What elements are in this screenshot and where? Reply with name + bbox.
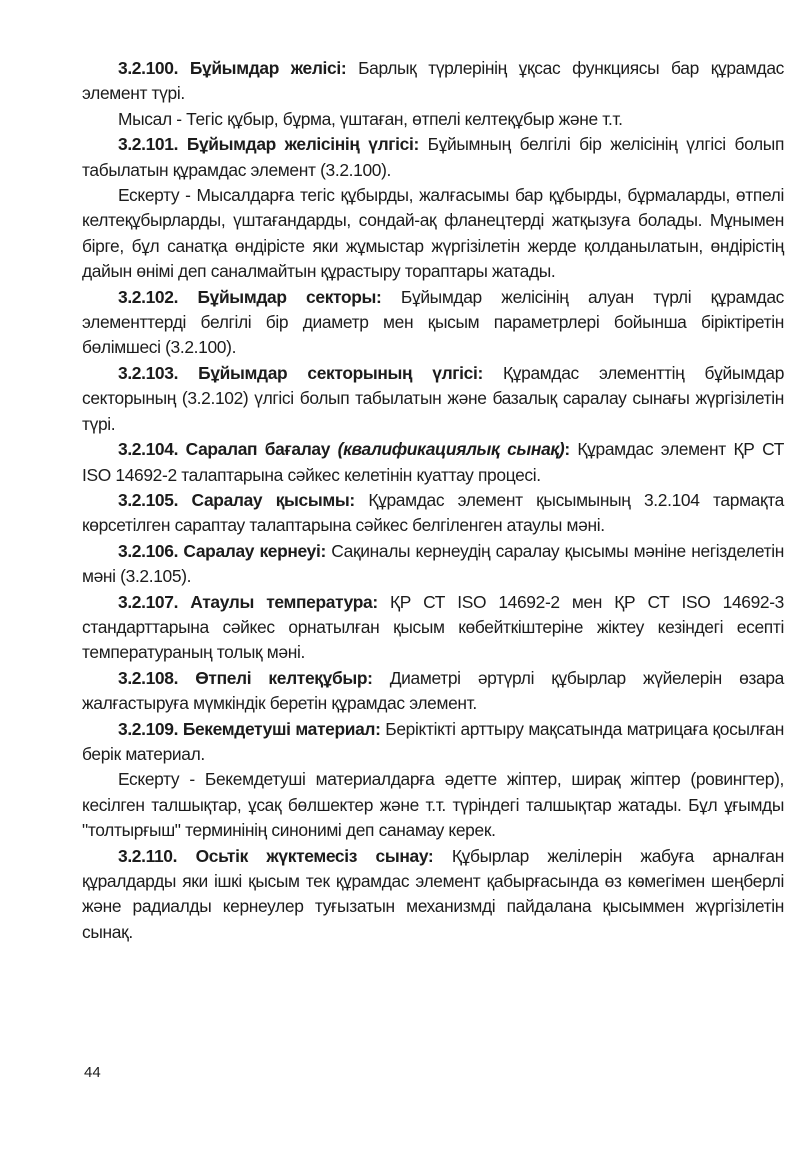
term-name: Бұйымдар секторы: <box>197 286 382 307</box>
term-name: Бұйымдар желісінің үлгісі: <box>186 134 419 155</box>
definition-3-2-110 <box>82 844 784 946</box>
definition-text: Диаметрі әртүрлі құбырлар жүйелерін өзара жалғастыруға мүмкіндік беретін құрамдас элемент. <box>82 667 784 714</box>
example-note <box>82 107 784 132</box>
term-name: Бекемдетуші материал: <box>182 718 381 739</box>
definition-text: Құрамдас элемент ҚР СТ ISO 14692-2 талаптарына сәйкес келетінін куаттау процесі. <box>82 439 784 485</box>
definition-text: Құрамдас элемент қысымының 3.2.104 тармақта көрсетілген сараптау талаптарына сәйкес белгіленген атаулы мәні. <box>82 489 784 536</box>
page-text <box>82 56 784 945</box>
term-number: 3.2.109. <box>118 718 179 739</box>
term-heading <box>118 490 355 510</box>
remark-note <box>82 183 784 285</box>
note-text: Ескерту - Мысалдарға тегіс құбырды, жалғасымы бар құбырды, бұрмаларды, өтпелі келтеқұбырларды, үштағандарды, сондай-ақ фланецтерді жатқызуға болады. Мұнымен бірге, бұл санатқа өндірісте яки жұмыстар жүргізілетін жерде қолданылатын, өндірістің дайын өнімі деп саналмайтын құрастыру тораптары жатады. <box>82 185 784 282</box>
term-number: 3.2.102. <box>118 286 179 307</box>
term-heading <box>118 287 381 307</box>
term-name: Бұйымдар желісі: <box>189 58 347 78</box>
definition-text: ҚР СТ ISO 14692-2 мен ҚР СТ ISO 14692-3 стандарттарына сәйкес орнатылған қысым көбейткіштеріне жіктеу кезіндегі есепті температураның толық мәні. <box>82 591 784 663</box>
term-number: 3.2.101. <box>118 134 179 155</box>
definition-text: Барлық түрлерінің ұқсас функциясы бар құрамдас элемент түрі. <box>82 58 785 104</box>
term-number: 3.2.110. <box>118 845 178 866</box>
definition-text: Беріктікті арттыру мақсатында матрицаға қосылған берік материал. <box>82 718 784 764</box>
definition-3-2-108 <box>82 666 784 717</box>
definition-3-2-105 <box>82 488 784 539</box>
definition-text: Сақиналы кернеудің саралау қысымы мәніне негізделетін мәні (3.2.105). <box>82 540 785 587</box>
term-heading <box>118 668 373 688</box>
term-heading <box>118 134 419 154</box>
term-heading <box>118 541 326 561</box>
definition-3-2-103 <box>82 361 784 437</box>
definition-text: Құбырлар желілерін жабуға арналған құралдарды яки ішкі қысым тек құрамдас элемент қабырғасында өз көмегімен шеңберлі және радиалды кернеулер туғызатын механизмді пайдалана қысыммен жүргізілетін сынақ. <box>82 845 785 942</box>
term-number: 3.2.106. <box>118 540 179 561</box>
term-heading <box>118 363 483 383</box>
definition-3-2-109 <box>82 717 784 768</box>
term-alias: (квалификациялық сынақ) <box>337 439 565 460</box>
definition-3-2-102 <box>82 285 784 361</box>
term-heading <box>118 439 570 459</box>
term-number: 3.2.108. <box>118 667 179 688</box>
definition-text: Бұйымдар желісінің алуан түрлі құрамдас элементтерді белгілі бір диаметр мен қысым параметрлері бойынша біріктіретін бөлімшесі (3.2.100). <box>82 286 784 358</box>
term-number: 3.2.103. <box>118 362 179 383</box>
definition-3-2-101 <box>82 132 784 183</box>
term-name: Өтпелі келтеқұбыр: <box>195 667 373 688</box>
definition-text: Құрамдас элементтің бұйымдар секторының (3.2.102) үлгісі болып табылатын және базалық саралау сынағы жүргізілетін түрі. <box>82 362 785 434</box>
note-text: Мысал - Тегіс құбыр, бұрма, үштаған, өтпелі келтеқұбыр және т.т. <box>118 108 623 129</box>
definition-text: Бұйымның белгілі бір желісінің үлгісі болып табылатын құрамдас элемент (3.2.100). <box>82 134 785 180</box>
term-number: 3.2.107. <box>118 591 179 612</box>
term-number: 3.2.104. <box>118 439 179 460</box>
term-name: Бұйымдар секторының үлгісі: <box>198 362 483 383</box>
term-name: Саралап бағалау <box>185 439 331 460</box>
term-heading <box>118 846 433 866</box>
remark-note <box>82 767 784 843</box>
term-heading <box>118 719 381 739</box>
definition-3-2-100 <box>82 56 784 107</box>
term-suffix: : <box>564 439 570 460</box>
term-number: 3.2.100. <box>118 58 179 78</box>
definition-3-2-106 <box>82 539 784 590</box>
term-name: Атаулы температура: <box>190 591 378 612</box>
term-number: 3.2.105. <box>118 489 179 510</box>
definition-3-2-104 <box>82 437 784 488</box>
definition-3-2-107 <box>82 590 784 666</box>
term-name: Саралау кернеуі: <box>183 540 326 561</box>
term-heading <box>118 592 378 612</box>
note-text: Ескерту - Бекемдетуші материалдарға әдетте жіптер, ширақ жіптер (ровингтер), кесілген талшықтар, ұсақ бөлшектер және т.т. түріндегі талшықтар жатады. Бұл ұғымды "толтырғыш" терминінің синонимі деп санамау керек. <box>82 769 784 841</box>
term-name: Осьтік жүктемесіз сынау: <box>195 845 434 866</box>
term-name: Саралау қысымы: <box>191 489 355 510</box>
page-number: 44 <box>84 1064 101 1081</box>
term-heading <box>118 58 346 78</box>
